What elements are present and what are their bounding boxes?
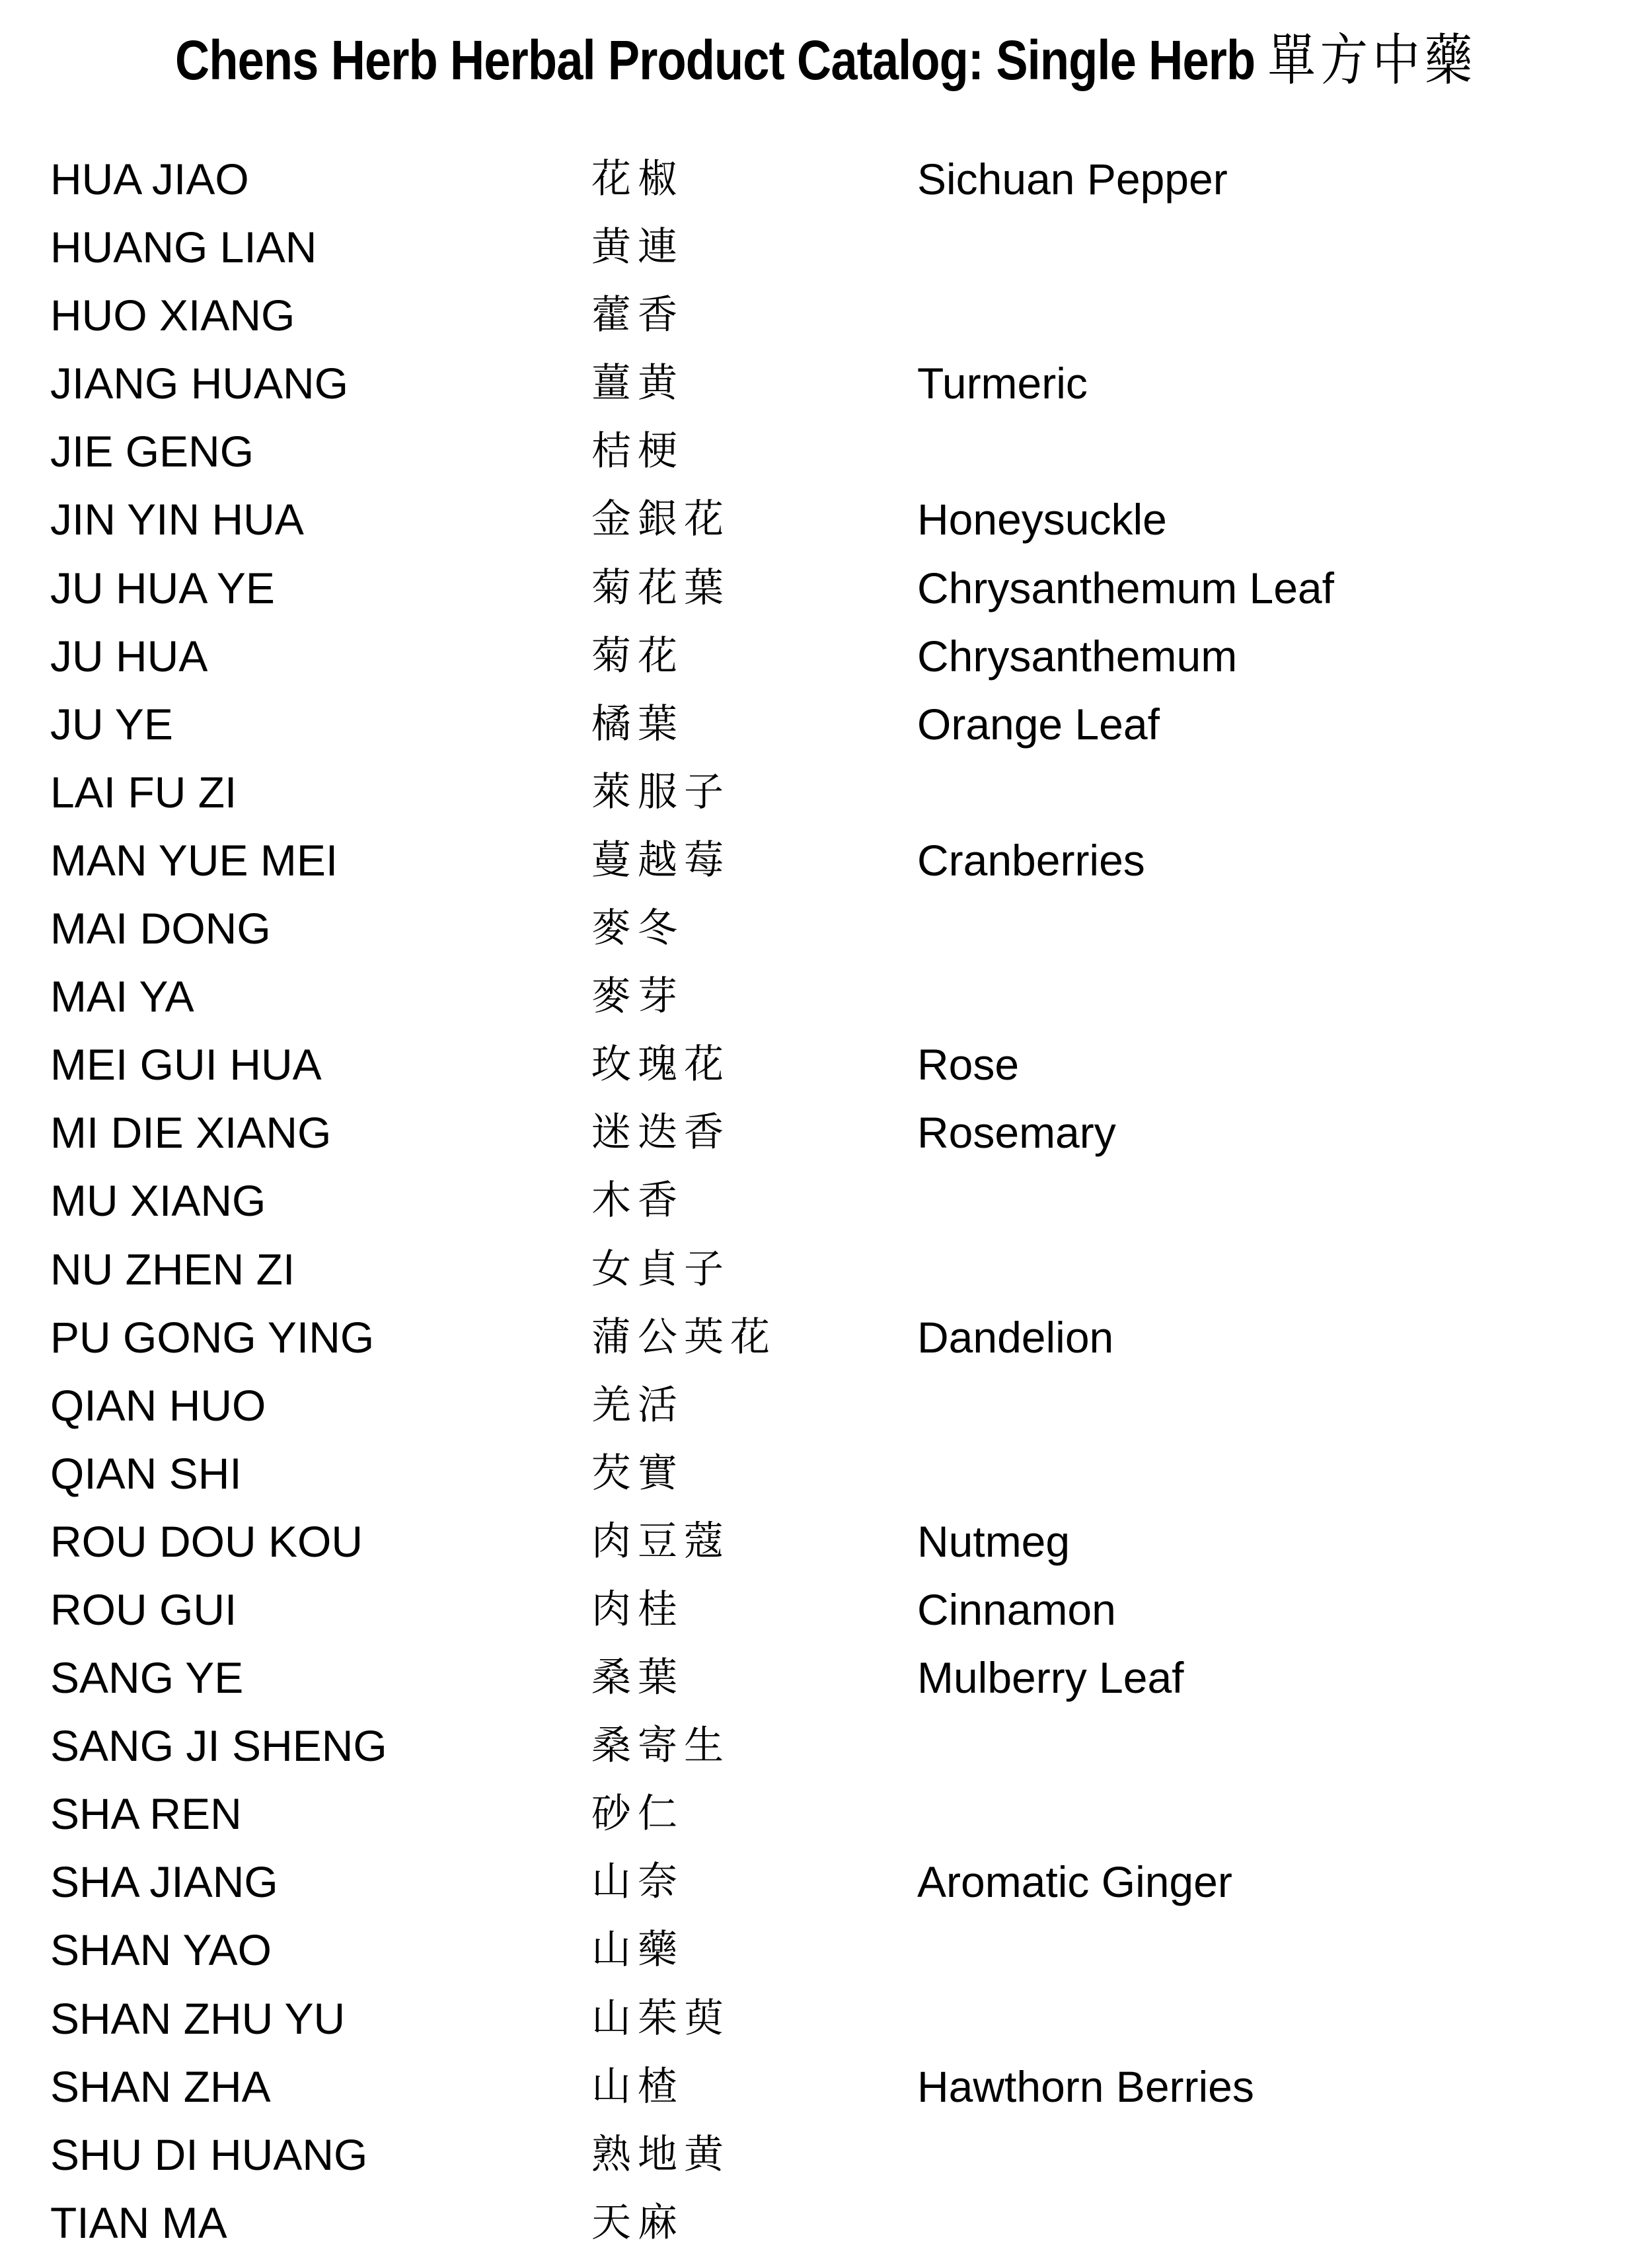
herb-pinyin: SHA REN xyxy=(50,1789,242,1839)
herb-pinyin: MU XIANG xyxy=(50,1176,266,1226)
herb-english-name: Hawthorn Berries xyxy=(917,2061,1254,2111)
herb-chinese-name: 女貞子 xyxy=(591,1245,730,1292)
herb-row xyxy=(0,213,1652,281)
herb-pinyin: MEI GUI HUA xyxy=(50,1040,322,1090)
herb-english-name: Dandelion xyxy=(917,1312,1114,1362)
herb-english-name: Rose xyxy=(917,1040,1020,1090)
herb-row xyxy=(0,2189,1652,2257)
herb-pinyin: HUANG LIAN xyxy=(50,223,317,272)
herb-english-name: Cinnamon xyxy=(917,1584,1116,1634)
herb-chinese-name: 萊服子 xyxy=(591,768,730,815)
herb-pinyin: JU HUA xyxy=(50,631,208,681)
herb-pinyin: MI DIE XIANG xyxy=(50,1108,332,1158)
herb-row xyxy=(0,1576,1652,1644)
herb-english-name: Aromatic Ginger xyxy=(917,1857,1232,1907)
herb-chinese-name: 木香 xyxy=(591,1177,684,1224)
herb-chinese-name: 麥芽 xyxy=(591,973,684,1020)
herb-pinyin: HUA JIAO xyxy=(50,155,249,204)
herb-row xyxy=(0,1985,1652,2053)
herb-pinyin: SHAN ZHU YU xyxy=(50,1993,346,2043)
herb-english-name: Orange Leaf xyxy=(917,699,1160,749)
herb-row xyxy=(0,1167,1652,1235)
herb-english-name: Chrysanthemum xyxy=(917,631,1238,681)
herb-pinyin: QIAN HUO xyxy=(50,1380,266,1430)
herb-chinese-name: 肉豆蔻 xyxy=(591,1518,730,1565)
herb-english-name: Chrysanthemum Leaf xyxy=(917,563,1334,612)
herb-english-name: Honeysuckle xyxy=(917,495,1167,544)
herb-row xyxy=(0,827,1652,895)
herb-chinese-name: 山楂 xyxy=(591,2063,684,2110)
herb-row xyxy=(0,1031,1652,1099)
herb-chinese-name: 玫瑰花 xyxy=(591,1041,730,1088)
herb-row xyxy=(0,690,1652,759)
herb-row xyxy=(0,895,1652,963)
page-title-text: Chens Herb Herbal Product Catalog: Single Herb xyxy=(175,29,1256,91)
herb-pinyin: SHU DI HUANG xyxy=(50,2130,368,2179)
herb-chinese-name: 菊花 xyxy=(591,632,684,679)
herb-pinyin: SHAN YAO xyxy=(50,1925,272,1975)
herb-english-name: Mulberry Leaf xyxy=(917,1653,1184,1703)
herb-pinyin: JIE GENG xyxy=(50,427,254,476)
herb-chinese-name: 山藥 xyxy=(591,1927,684,1974)
herb-row xyxy=(0,2053,1652,2121)
herb-chinese-name: 菊花葉 xyxy=(591,564,730,611)
herb-row xyxy=(0,486,1652,554)
herb-english-name: Sichuan Pepper xyxy=(917,155,1228,204)
herb-pinyin: SHA JIANG xyxy=(50,1857,278,1907)
page-title xyxy=(116,24,1536,96)
herb-chinese-name: 羌活 xyxy=(591,1382,684,1428)
herb-row xyxy=(0,1099,1652,1167)
herb-english-name: Rosemary xyxy=(917,1108,1116,1158)
herb-chinese-name: 砂仁 xyxy=(591,1791,684,1837)
herb-pinyin: SANG YE xyxy=(50,1653,244,1703)
herb-pinyin: JU HUA YE xyxy=(50,563,275,612)
herb-pinyin: SHAN ZHA xyxy=(50,2061,271,2111)
herb-chinese-name: 熟地黄 xyxy=(591,2131,730,2178)
herb-row xyxy=(0,281,1652,350)
herb-pinyin: QIAN SHI xyxy=(50,1448,242,1498)
herb-pinyin: NU ZHEN ZI xyxy=(50,1244,295,1294)
herb-chinese-name: 芡實 xyxy=(591,1450,684,1497)
herb-row xyxy=(0,759,1652,827)
herb-chinese-name: 黄連 xyxy=(591,224,684,271)
herb-chinese-name: 迷迭香 xyxy=(591,1109,730,1156)
herb-pinyin: MAI DONG xyxy=(50,904,271,953)
herb-row xyxy=(0,963,1652,1031)
herb-row xyxy=(0,1304,1652,1372)
herb-pinyin: TIAN MA xyxy=(50,2198,227,2247)
herb-pinyin: JU YE xyxy=(50,699,173,749)
herb-pinyin: PU GONG YING xyxy=(50,1312,375,1362)
herb-chinese-name: 麥冬 xyxy=(591,905,684,952)
herb-row xyxy=(0,1916,1652,1984)
herb-chinese-name: 桑寄生 xyxy=(591,1723,730,1769)
herb-row xyxy=(0,1440,1652,1508)
herb-row xyxy=(0,1644,1652,1712)
herb-chinese-name: 山奈 xyxy=(591,1859,684,1906)
herb-pinyin: JIN YIN HUA xyxy=(50,495,304,544)
herb-pinyin: HUO XIANG xyxy=(50,291,295,340)
herb-row xyxy=(0,554,1652,622)
herb-chinese-name: 橘葉 xyxy=(591,700,684,747)
herb-chinese-name: 山茱萸 xyxy=(591,1995,730,2042)
herb-chinese-name: 花椒 xyxy=(591,156,684,202)
herb-chinese-name: 肉桂 xyxy=(591,1586,684,1633)
herb-row xyxy=(0,145,1652,213)
herb-chinese-name: 薑黄 xyxy=(591,360,684,407)
herb-chinese-name: 天麻 xyxy=(591,2199,684,2246)
herb-chinese-name: 桔梗 xyxy=(591,428,684,475)
herb-english-name: Cranberries xyxy=(917,835,1145,885)
herb-row xyxy=(0,350,1652,418)
herb-pinyin: MAN YUE MEI xyxy=(50,835,338,885)
herb-row xyxy=(0,2121,1652,2189)
herb-row xyxy=(0,622,1652,690)
herb-chinese-name: 蔓越莓 xyxy=(591,836,730,883)
herb-chinese-name: 藿香 xyxy=(591,292,684,339)
herb-row xyxy=(0,1372,1652,1440)
page-title-chinese: 單方中藥 xyxy=(1267,28,1477,93)
herb-row xyxy=(0,1508,1652,1576)
herb-pinyin: SANG JI SHENG xyxy=(50,1721,387,1771)
herb-pinyin: JIANG HUANG xyxy=(50,359,349,408)
herb-chinese-name: 蒲公英花 xyxy=(591,1314,776,1360)
herb-pinyin: LAI FU ZI xyxy=(50,767,237,817)
herb-chinese-name: 金銀花 xyxy=(591,496,730,543)
herb-row xyxy=(0,1236,1652,1304)
herb-english-name: Turmeric xyxy=(917,359,1088,408)
herb-pinyin: ROU DOU KOU xyxy=(50,1516,363,1566)
herb-pinyin: MAI YA xyxy=(50,972,194,1021)
herb-row xyxy=(0,1712,1652,1780)
herb-row xyxy=(0,1848,1652,1916)
herb-list xyxy=(0,145,1652,2257)
herb-english-name: Nutmeg xyxy=(917,1516,1070,1566)
herb-row xyxy=(0,418,1652,486)
herb-pinyin: ROU GUI xyxy=(50,1584,237,1634)
herb-chinese-name: 桑葉 xyxy=(591,1654,684,1701)
herb-row xyxy=(0,1780,1652,1848)
